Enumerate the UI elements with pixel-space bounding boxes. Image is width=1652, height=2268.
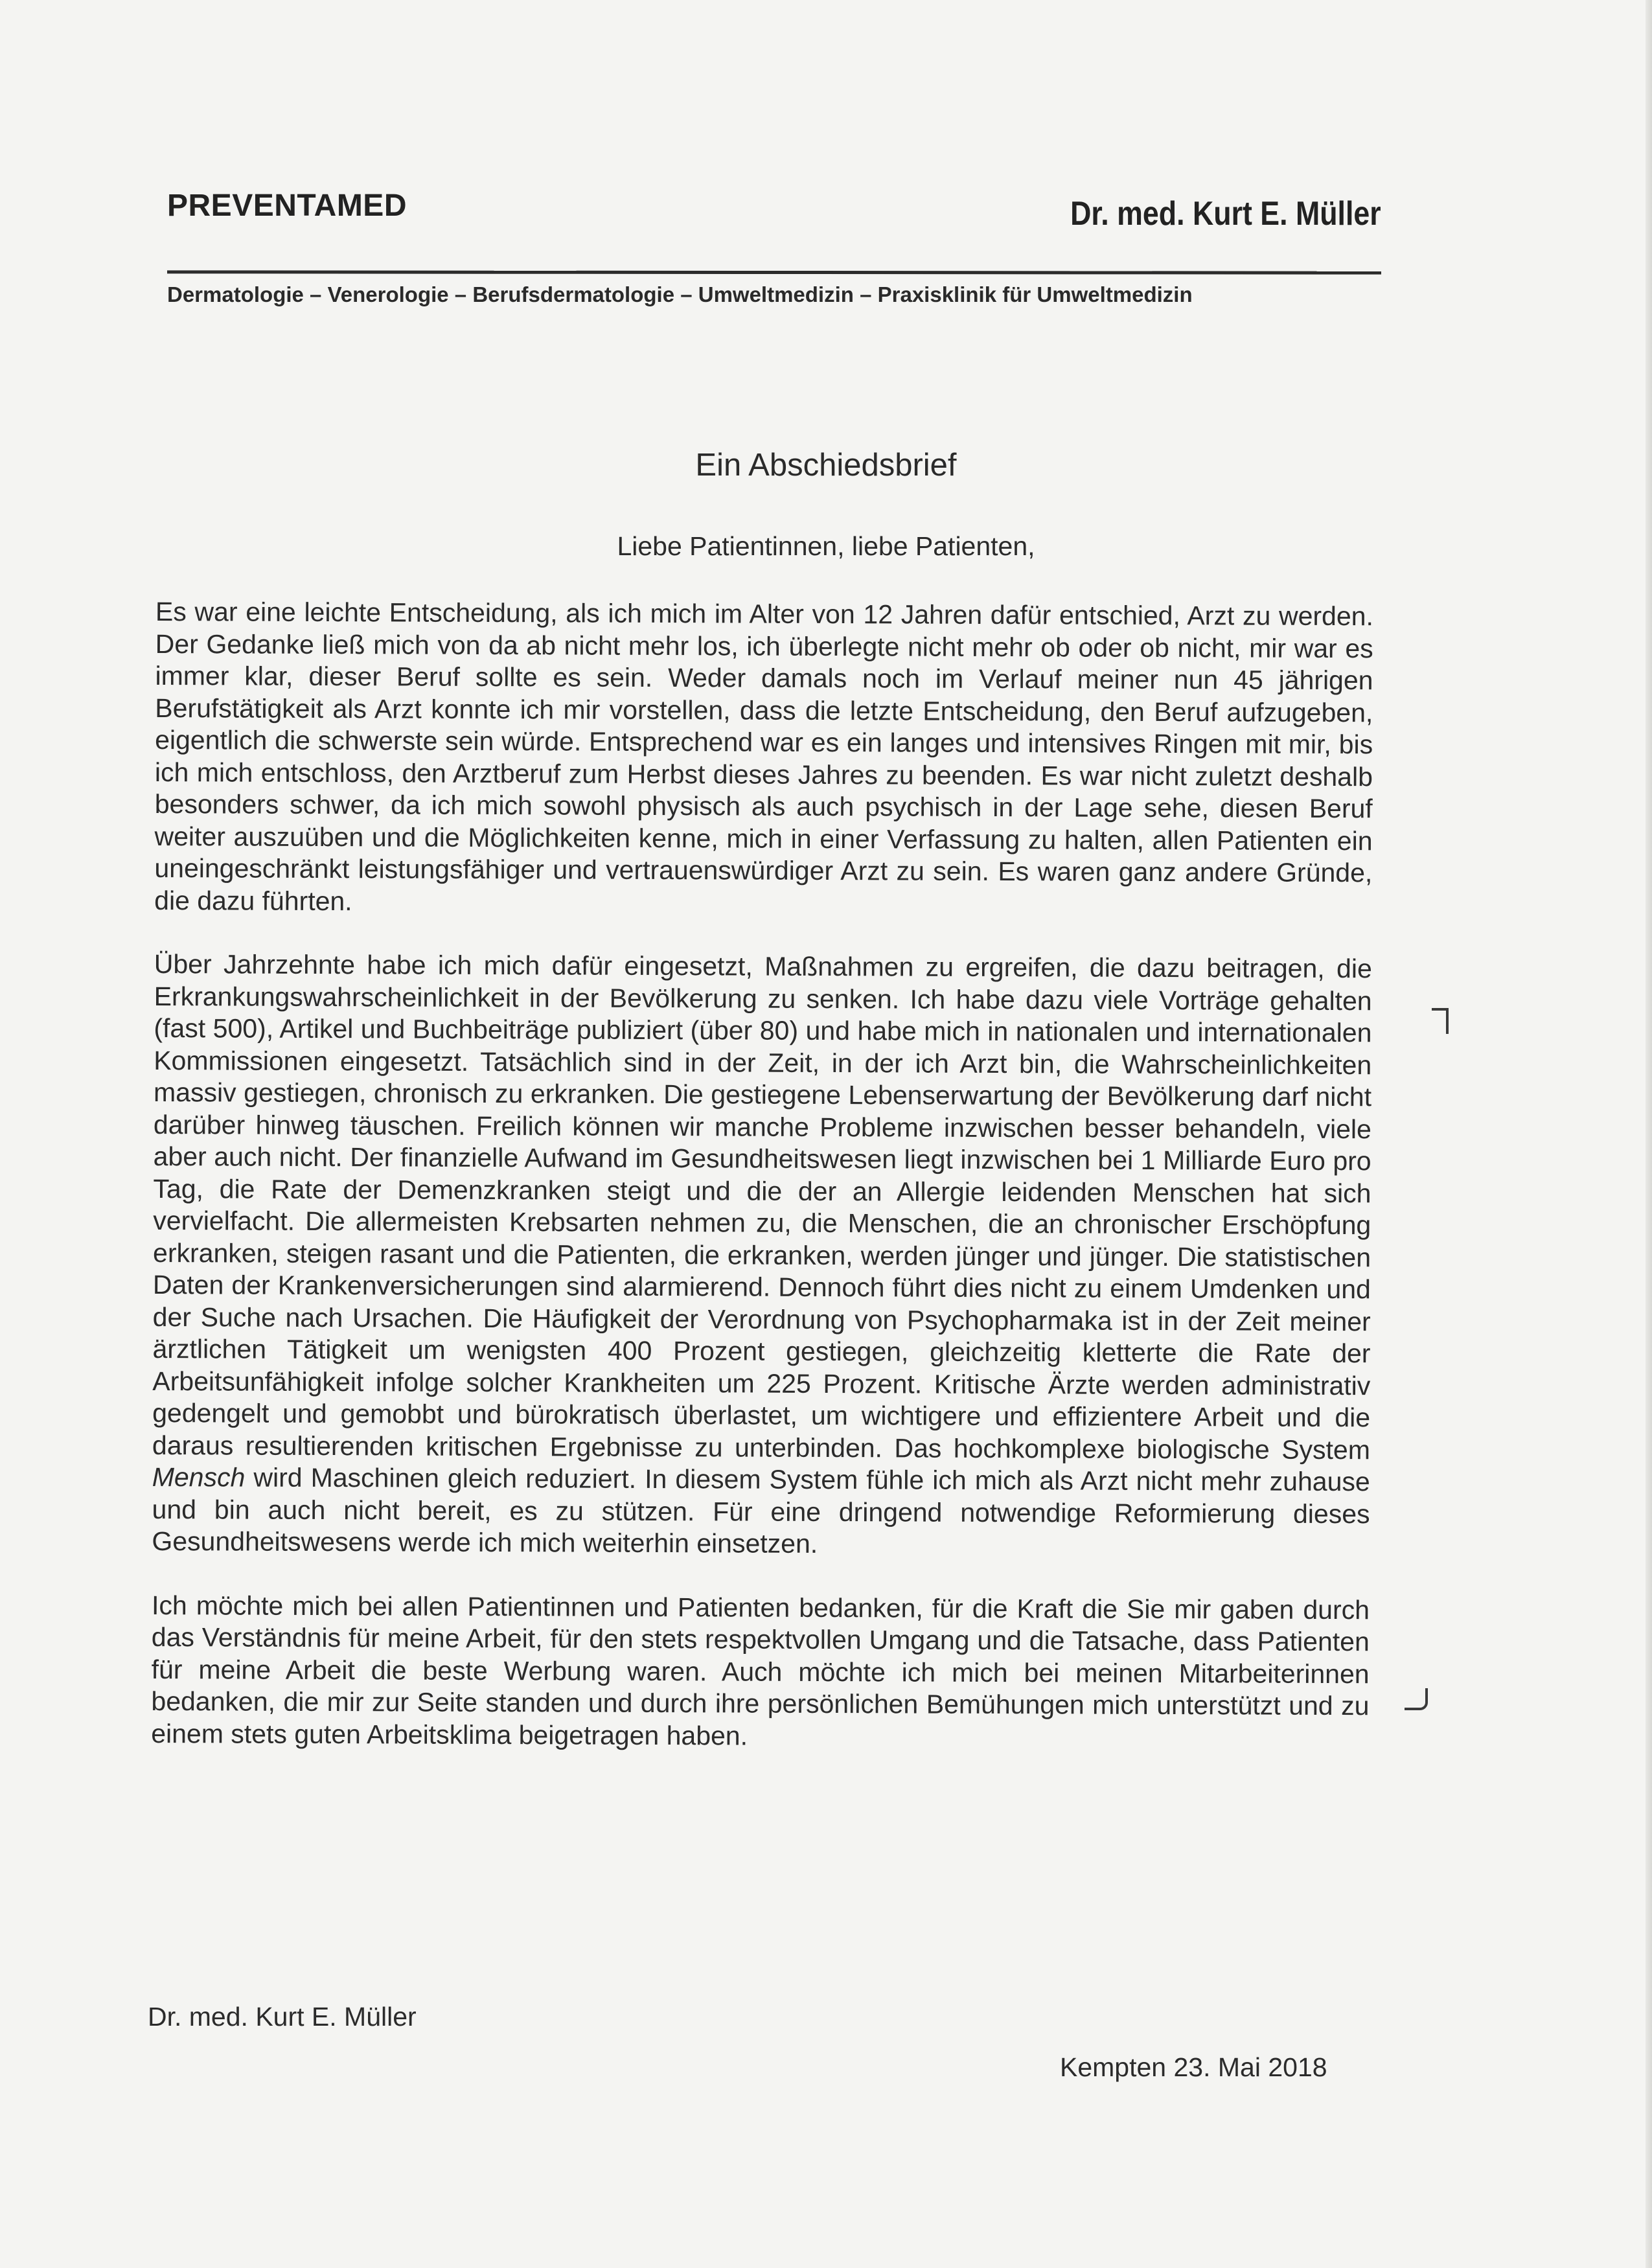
paragraph-2-tail: wird Maschinen gleich reduziert. In diesem System fühle ich mich als Arzt nicht mehr zuhause und bin auch nicht bereit, es zu stützen. Für eine dringend notwendige Reformierung dieses Gesundheitswesens werde ich mich weiterhin einsetzen. — [152, 1462, 1370, 1559]
letter-title: Ein Abschiedsbrief — [695, 448, 957, 483]
paragraph-2 — [152, 948, 1372, 1563]
paragraph-1: Es war eine leichte Entscheidung, als ich mich im Alter von 12 Jahren dafür entschied, Arzt zu werden. Der Gedanke ließ mich von da ab nicht mehr los, ich überlegte nicht mehr ob oder ob nicht, mir war es immer klar, dieser Beruf sollte es sein. Weder damals noch im Verlauf meiner nun 45 jährigen Berufstätigkeit als Arzt konnte ich mir vorstellen, dass die letzte Entscheidung, den Beruf aufzugeben, eigentlich die schwerste sein würde. Entsprechend war es ein langes und intensives Ringen mit mir, bis ich mich entschloss, den Arztberuf zum Herbst dieses Jahres zu beenden. Es war nicht zuletzt deshalb besonders schwer, da ich mich sowohl physisch als auch psychisch in der Lage sehe, diesen Beruf weiter auszuüben und die Möglichkeiten kenne, mich in einer Verfassung zu halten, allen Patienten ein uneingeschränkt leistungsfähiger und vertrauenswürdiger Arzt zu sein. Es waren ganz andere Gründe, die dazu führten. — [154, 597, 1373, 916]
salutation: Liebe Patientinnen, liebe Patienten, — [617, 531, 1035, 561]
letterhead — [167, 185, 1381, 306]
doctor-name: Dr. med. Kurt E. Müller — [1070, 195, 1381, 233]
emphasis-mensch: Mensch — [152, 1461, 246, 1493]
place-date: Kempten 23. Mai 2018 — [1060, 2052, 1327, 2082]
specialties-line: Dermatologie – Venerologie – Berufsdermatologie – Umweltmedizin – Praxisklinik für Umweltmedizin — [167, 282, 1193, 306]
margin-bracket-mark — [1432, 1008, 1449, 1034]
letter-body — [151, 596, 1373, 1786]
margin-hook-mark — [1405, 1688, 1428, 1710]
paragraph-2-text: Über Jahrzehnte habe ich mich dafür eingesetzt, Maßnahmen zu ergreifen, die dazu beitragen, die Erkrankungswahrscheinlichkeit in der Bevölkerung zu senken. Ich habe dazu viele Vorträge gehalten (fast 500), Artikel und Buchbeiträge publiziert (über 80) und habe mich in nationalen und internationalen Kommissionen eingesetzt. Tatsächlich sind in der Zeit, in der ich Arzt bin, die Wahrscheinlichkeiten massiv gestiegen, chronisch zu erkranken. Die gestiegene Lebenserwartung der Bevölkerung darf nicht darüber hinweg täuschen. Freilich können wir manche Probleme inzwischen besser behandeln, viele aber auch nicht. Der finanzielle Aufwand im Gesundheitswesen liegt inzwischen bei 1 Milliarde Euro pro Tag, die Rate der Demenzkranken steigt und die der an Allergie leidenden Menschen hat sich vervielfacht. Die allermeisten Krebsarten nehmen zu, die Menschen, die an chronischer Erschöpfung erkranken, steigen rasant und die Patienten, die erkranken, werden jünger und jünger. Die statistischen Daten der Krankenversicherungen sind alarmierend. Dennoch führt dies nicht zu einem Umdenken und der Suche nach Ursachen. Die Häufigkeit der Verordnung von Psychopharmaka ist in der Zeit meiner ärztlichen Tätigkeit um wenigsten 400 Prozent gestiegen, gleichzeitig kletterte die Rate der Arbeitsunfähigkeit infolge solcher Krankheiten um 225 Prozent. Kritische Ärzte werden administrativ gedengelt und gemobbt und bürokratisch überlastet, um wichtigere und effizientere Arbeit und die daraus resultierenden kritischen Ergebnisse zu unterbinden. Das hochkomplexe biologische System — [152, 948, 1372, 1465]
letterhead-top-row — [167, 185, 1381, 237]
paragraph-3: Ich möchte mich bei allen Patientinnen und Patienten bedanken, für die Kraft die Sie mir gaben durch das Verständnis für meine Arbeit, für den stets respektvollen Umgang und die Tatsache, dass Patienten für meine Arbeit die beste Werbung waren. Auch möchte ich mich bei meinen Mitarbeiterinnen bedanken, die mir zur Seite standen und durch ihre persönlichen Bemühungen mich unterstützt und zu einem stets guten Arbeitsklima beigetragen haben. — [151, 1590, 1370, 1751]
scan-page-edge — [1646, 0, 1652, 2268]
signature-name: Dr. med. Kurt E. Müller — [148, 2002, 417, 2032]
letterhead-divider — [167, 270, 1381, 274]
organization-name: PREVENTAMED — [167, 189, 407, 223]
